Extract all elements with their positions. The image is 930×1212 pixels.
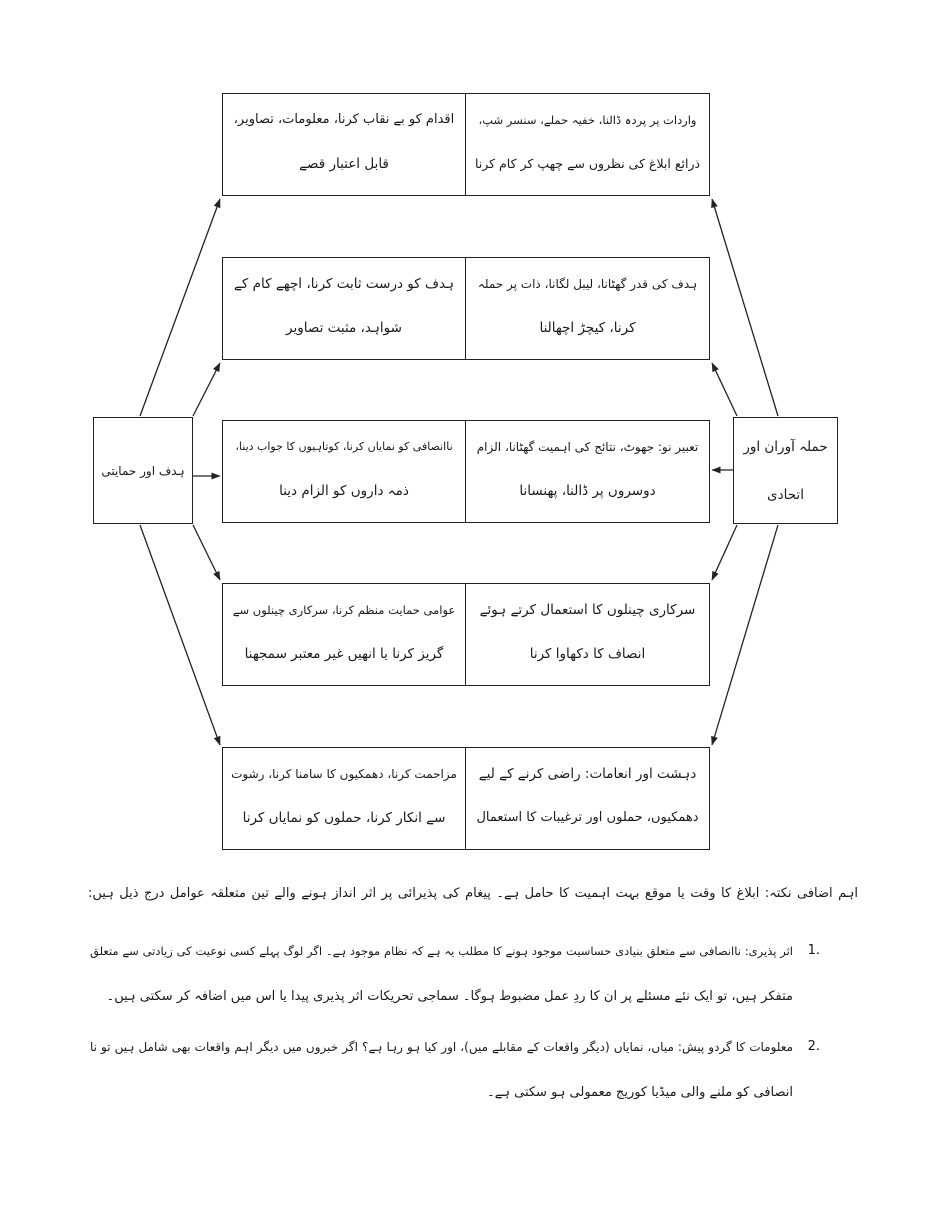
target-cell bbox=[223, 584, 466, 685]
cell-line: تعبیر نو: جھوٹ، نتائج کی اہمیت گھٹانا، الزام bbox=[476, 440, 699, 454]
cell-line: مزاحمت کرنا، دھمکیوں کا سامنا کرنا، رشوت bbox=[231, 767, 457, 781]
cell-line: عوامی حمایت منظم کرنا، سرکاری چینلوں سے bbox=[232, 603, 456, 617]
cell-line: سے انکار کرنا، حملوں کو نمایاں کرنا bbox=[242, 810, 446, 826]
cell-line: دہشت اور انعامات: راضی کرنے کے لیے bbox=[478, 766, 697, 782]
list-item-number: 1. bbox=[807, 943, 820, 958]
cell-line: ناانصافی کو نمایاں کرنا، کوتاہیوں کا جواب دینا، bbox=[235, 440, 453, 453]
cell-line: ذمہ داروں کو الزام دینا bbox=[279, 483, 409, 499]
list-item-number: 2. bbox=[807, 1039, 820, 1054]
cell-line: اقدام کو بے نقاب کرنا، معلومات، تصاویر، bbox=[233, 112, 455, 127]
cell-line: ہدف کی قدر گھٹانا، لیبل لگانا، ذات پر حملہ bbox=[477, 277, 698, 291]
attacker-cell bbox=[466, 94, 709, 195]
target-cell bbox=[223, 421, 466, 522]
cell-line: قابل اعتبار قصے bbox=[299, 156, 389, 172]
list-item-line: معلومات کا گردو پیش: میاں، نمایاں (دیگر واقعات کے مقابلے میں)، اور کیا ہو رہا ہے؟ اگر خبروں میں دیگر اہم واقعات بھی شامل ہیں تو نا bbox=[90, 1040, 793, 1054]
cell-line: دھمکیوں، حملوں اور ترغیبات کا استعمال bbox=[476, 810, 699, 825]
arrow bbox=[140, 525, 220, 745]
cell-line: شواہد، مثبت تصاویر bbox=[286, 320, 402, 336]
cell-line: ذرائع ابلاغ کی نظروں سے چھپ کر کام کرنا bbox=[474, 156, 701, 171]
arrow bbox=[712, 525, 778, 745]
cell-line: دوسروں پر ڈالنا، پھنسانا bbox=[519, 483, 656, 499]
attacker-cell bbox=[466, 421, 709, 522]
arrow bbox=[140, 199, 220, 416]
attackers-box-label: حملہ آوران اور bbox=[743, 438, 828, 455]
arrow bbox=[193, 363, 220, 416]
diagram-row bbox=[222, 747, 710, 850]
attackers-box-label: اتحادی bbox=[767, 486, 804, 503]
arrow bbox=[712, 363, 737, 416]
attacker-cell bbox=[466, 584, 709, 685]
cell-line: انصاف کا دکھاوا کرنا bbox=[529, 646, 646, 662]
intro-paragraph: اہم اضافی نکتہ: ابلاغ کا وقت یا موقع بہت اہمیت کا حامل ہے۔ پیغام کی پذیرائی پر اثر انداز ہونے والے تین متعلقہ عوامل درج ذیل ہیں: bbox=[88, 886, 858, 901]
attacker-cell bbox=[466, 258, 709, 359]
target-cell bbox=[223, 258, 466, 359]
list-item-line: انصافی کو ملنے والی میڈیا کوریج معمولی ہو سکتی ہے۔ bbox=[487, 1085, 793, 1100]
target-cell bbox=[223, 94, 466, 195]
diagram-row bbox=[222, 257, 710, 360]
list-item-line: اثر پذیری: ناانصافی سے متعلق بنیادی حساسیت موجود ہونے کا مطلب یہ ہے کہ نظام موجود ہے۔ اگر لوگ پہلے کسی نوعیت کی زیادتی سے متعلق bbox=[90, 944, 793, 958]
targets-box bbox=[93, 417, 193, 524]
targets-box-label: ہدف اور حمایتی bbox=[101, 463, 185, 478]
cell-line: گریز کرنا یا انھیں غیر معتبر سمجھنا bbox=[244, 646, 444, 662]
attacker-cell bbox=[466, 748, 709, 849]
cell-line: ہدف کو درست ثابت کرنا، اچھے کام کے bbox=[234, 276, 454, 292]
cell-line: کرنا، کیچڑ اچھالنا bbox=[539, 320, 636, 336]
cell-line: واردات پر پردہ ڈالنا، خفیہ حملے، سنسر شپ، bbox=[478, 113, 697, 127]
target-cell bbox=[223, 748, 466, 849]
diagram-row bbox=[222, 93, 710, 196]
cell-line: سرکاری چینلوں کا استعمال کرتے ہوئے bbox=[479, 602, 696, 618]
list-item-line: متفکر ہیں، تو ایک نئے مسئلے پر ان کا ردِ عمل مضبوط ہوگا۔ سماجی تحریکات اثر پذیری پیدا یا اس میں اضافہ کر سکتی ہیں۔ bbox=[106, 989, 793, 1004]
diagram-row bbox=[222, 583, 710, 686]
arrow bbox=[193, 525, 220, 580]
arrow bbox=[712, 525, 737, 580]
diagram-row bbox=[222, 420, 710, 523]
arrow bbox=[712, 199, 778, 416]
attackers-box bbox=[733, 417, 838, 524]
